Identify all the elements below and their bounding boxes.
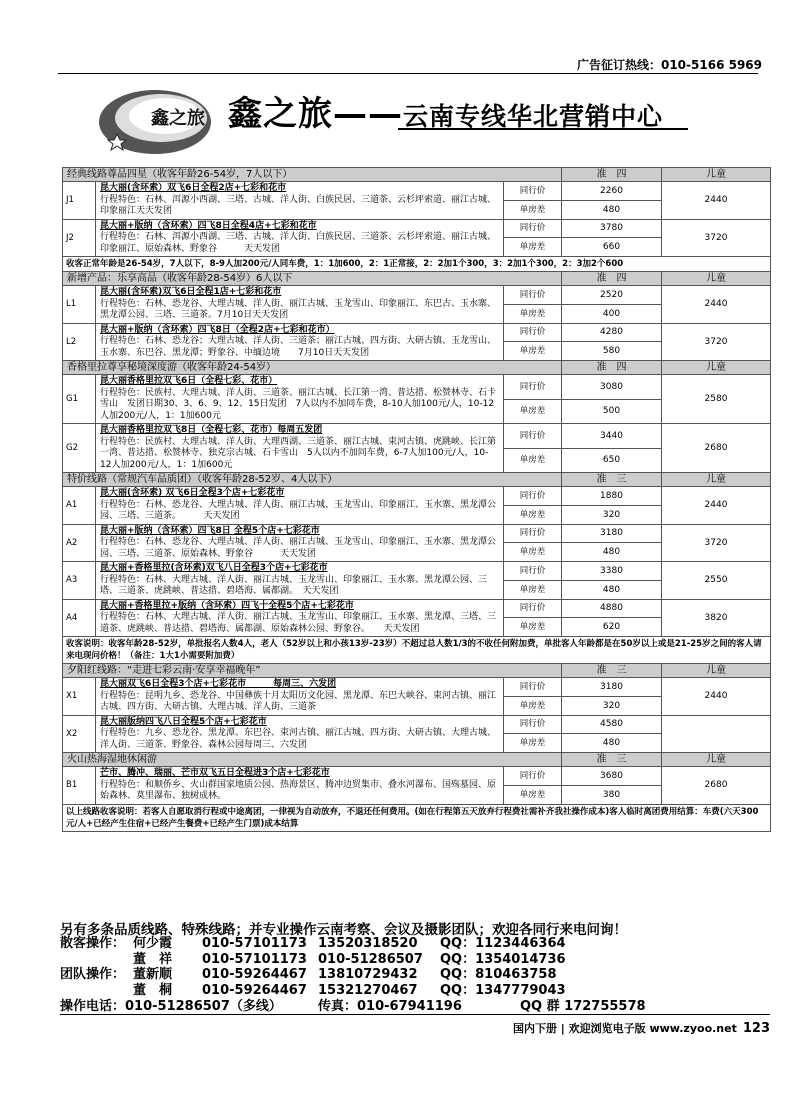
section-child-header: 儿童	[662, 168, 771, 182]
route-name: 昆大丽(含环索)双飞6日全程1店+七彩和花市	[100, 287, 282, 297]
peer-price: 4880	[562, 599, 662, 618]
contact-mobile: 010-51286507	[318, 951, 423, 967]
single-supplement-label: 单房差	[504, 448, 562, 473]
section-child-header: 儿童	[662, 664, 771, 678]
route-row	[63, 562, 771, 581]
section-standard: 准 四	[562, 361, 662, 375]
section-header	[63, 361, 771, 375]
section-title: 特价线路（常规汽车品质团）（收客年龄28-52岁、4人以下）	[63, 473, 562, 487]
single-supplement-label: 单房差	[504, 342, 562, 361]
route-description	[96, 286, 504, 324]
route-code: B1	[63, 767, 96, 805]
page-number: 123	[742, 1021, 770, 1036]
route-description	[96, 767, 504, 805]
single-supplement: 580	[562, 342, 662, 361]
peer-price-label: 同行价	[504, 767, 562, 786]
route-code: A3	[63, 562, 96, 600]
route-row	[63, 323, 771, 342]
route-name: 昆大丽版纳四飞八日全程5个店+七彩花市	[100, 716, 267, 727]
section-header	[63, 272, 771, 286]
route-features: 行程特色：石林、洱源小西湖、三塔、古城、洋人街、白族民居、三道茶、云杉坪索道、丽江古城、印象丽江天天发团	[100, 194, 497, 216]
ad-hotline: 广告征订热线：010-5166 5969	[576, 58, 762, 72]
brand-name: 鑫之旅	[228, 94, 333, 134]
route-code: G1	[63, 375, 96, 424]
route-description	[96, 424, 504, 473]
contact-phone: 010-57101173	[202, 951, 307, 967]
route-description	[96, 375, 504, 424]
section-child-header: 儿童	[662, 272, 771, 286]
publication-info: 国内下册 | 欢迎浏览电子版 www.zyoo.net	[512, 1022, 737, 1035]
peer-price-label: 同行价	[504, 599, 562, 618]
section-note-row	[63, 804, 771, 831]
route-row	[63, 219, 771, 238]
route-features: 行程特色：和顺侨乡、火山群国家地质公园、热海景区、腾冲边贸集市、叠水河瀑布、国殇墓园、原始森林、莫里瀑布、独树成林。	[100, 779, 497, 801]
footer-headline: 另有多条品质线路、特殊线路；并专业操作云南考察、会议及摄影团队；欢迎各同行来电问询！	[60, 922, 627, 938]
contact-role: 团队操作：	[60, 967, 126, 982]
section-note: 收客说明：收客年龄28-52岁，单批报名人数4人，老人（52岁以上和小孩13岁-23岁）不超过总人数1/3的不收任何附加费，单批客人年龄都是在50岁以上或是21-25岁之间的客人请来电现问价格！（备注：1大1小需要附加费）	[63, 637, 771, 664]
route-features: 行程特色：九乡、恐龙谷、黑龙潭、东巴谷、束河古镇、丽江古城、四方街、大研古镇、大理古城、洋人街、三道茶、野象谷、森林公园每周三、六发团	[100, 728, 497, 750]
route-name: 昆大丽双飞6日全程3个店+七彩花市 每周三、六发团	[100, 679, 337, 689]
route-code: A4	[63, 599, 96, 637]
contact-name: 何少霞	[133, 936, 173, 951]
section-title: 经典线路尊品四星（收客年龄26-54岁，7人以下）	[63, 168, 562, 182]
single-supplement-label: 单房差	[504, 200, 562, 219]
brand-logo	[95, 80, 215, 160]
single-supplement-label: 单房差	[504, 785, 562, 804]
route-name: 昆大丽香格里拉双飞6日（全程七彩、花市）	[100, 376, 278, 386]
route-name: 昆大丽(含环索）双飞6日全程2店+七彩和花市	[100, 183, 287, 193]
route-features: 行程特色：石林、恐龙谷；大理古城、洋人街、三道茶；丽江古城、四方街、大研古镇、玉龙雪山、玉水寨、东巴谷、黑龙潭；野象谷、中缅边境 7月10日天天发团	[100, 336, 497, 358]
route-code: A2	[63, 524, 96, 562]
route-name: 昆大丽+香格里拉(含环索)双飞八日全程3个店+七彩花市	[100, 563, 328, 573]
title-subtitle: 云南专线华北营销中心	[403, 102, 664, 131]
title-dash: ——	[333, 94, 403, 134]
route-price-table	[62, 167, 771, 832]
contact-qq: QQ：1347779043	[440, 982, 566, 998]
single-supplement: 320	[562, 505, 662, 524]
footer-rule	[60, 1014, 770, 1015]
contact-qq: QQ：810463758	[440, 967, 557, 982]
route-description	[96, 182, 504, 220]
single-supplement-label: 单房差	[504, 543, 562, 562]
route-code: X2	[63, 715, 96, 753]
single-supplement-label: 单房差	[504, 618, 562, 637]
route-description	[96, 323, 504, 361]
contact-phone: 010-59264467	[202, 967, 307, 982]
peer-price: 1880	[562, 487, 662, 506]
section-standard: 准 三	[562, 753, 662, 767]
section-header	[63, 168, 771, 182]
route-features: 行程特色：石林、洱源小西湖、三塔、古城、洋人街、白族民居、三道茶、云杉坪索道、丽江古城、印象丽江、原始森林、野象谷 天天发团	[100, 232, 497, 254]
route-name: 昆大丽+版纳（含环索）四飞8日（全程2店+七彩和花市）	[100, 324, 335, 335]
peer-price-label: 同行价	[504, 562, 562, 581]
section-note: 收客正常年龄是26-54岁，7人以下，8-9人加200元/人同车费，1：1加600，2：1正常接，2：2加1个300，3：2加1个300，2：3加2个600	[63, 257, 771, 272]
route-code: L1	[63, 286, 96, 324]
peer-price: 3180	[562, 524, 662, 543]
contact-mobile: 13810729432	[318, 967, 418, 982]
peer-price-label: 同行价	[504, 323, 562, 342]
route-description	[96, 487, 504, 525]
route-row	[63, 375, 771, 400]
contact-qq: QQ：1123446364	[440, 936, 566, 951]
route-name: 昆大丽+版纳（含环索）四飞8日全程4店+七彩和花市	[100, 220, 317, 231]
route-features: 行程特色：石林、大理古城、洋人街、丽江古城、玉龙雪山、印象丽江、玉水寨、黑龙潭、三塔、三道茶、虎跳峡、普达措、碧塔海、属都湖、原始森林公园、野象谷。 天天发团	[100, 612, 497, 634]
peer-price: 4580	[562, 715, 662, 734]
route-features: 行程特色：石林、恐龙谷、大理古城、洋人街、丽江古城、玉龙雪山、印象丽江、玉水寨、黑龙潭公园、三塔、三道茶。 天天发团	[100, 499, 497, 521]
contact-phone: 010-57101173	[202, 936, 307, 951]
child-price: 3720	[662, 524, 771, 562]
section-note: 以上线路收客说明：若客人自愿取消行程或中途离团，一律视为自动放弃，不退还任何费用。(如在行程第五天放弃行程费社需补齐我社操作成本)客人临时离团费用结算：车费(六天300元/人+已经产生住宿+已经产生餐费+已经产生门票)成本结算	[63, 804, 771, 831]
single-supplement: 480	[562, 200, 662, 219]
route-row	[63, 424, 771, 449]
route-name: 昆大丽(含环索) 双飞6日全程3个店+七彩花市	[100, 488, 285, 498]
route-row	[63, 182, 771, 201]
child-price: 2440	[662, 286, 771, 324]
single-supplement-label: 单房差	[504, 304, 562, 323]
section-title: 夕阳红线路：“走进七彩云南·安享幸福晚年”	[63, 664, 562, 678]
peer-price: 3080	[562, 375, 662, 400]
peer-price-label: 同行价	[504, 286, 562, 305]
route-description	[96, 678, 504, 716]
route-row	[63, 715, 771, 734]
route-description	[96, 219, 504, 257]
page-info	[513, 1020, 770, 1036]
route-features: 行程特色：石林、大理古城、洋人街、丽江古城、玉龙雪山、印象丽江、玉水寨、黑龙潭公园、三塔、三道茶、虎跳峡、普达措、碧塔海、属都湖。 天天发团	[100, 574, 488, 596]
peer-price-label: 同行价	[504, 182, 562, 201]
route-row	[63, 286, 771, 305]
child-price: 3720	[662, 219, 771, 257]
child-price: 2440	[662, 182, 771, 220]
route-code: A1	[63, 487, 96, 525]
route-code: X1	[63, 678, 96, 716]
route-name: 昆大丽+香格里拉+版纳（含环索）四飞十全程5个店+七彩花市	[100, 600, 354, 611]
peer-price: 3680	[562, 767, 662, 786]
section-header	[63, 753, 771, 767]
single-supplement: 400	[562, 304, 662, 323]
peer-price-label: 同行价	[504, 524, 562, 543]
child-price: 2580	[662, 375, 771, 424]
contact-name: 董新顺	[133, 967, 173, 982]
single-supplement-label: 单房差	[504, 238, 562, 257]
peer-price-label: 同行价	[504, 487, 562, 506]
route-description	[96, 599, 504, 637]
section-title: 火山热海湿地休闲游	[63, 753, 562, 767]
contact-name: 董 祥	[133, 951, 173, 967]
route-code: G2	[63, 424, 96, 473]
single-supplement: 320	[562, 696, 662, 715]
route-features: 行程特色：石林、恐龙谷、大理古城、洋人街、丽江古城、玉龙雪山、印象丽江、东巴古、玉水寨、黑龙潭公园、三塔、三道茶。7月10日天天发团	[100, 298, 497, 320]
contact-name: 董 桐	[133, 982, 173, 998]
contact-phone: 010-59264467	[202, 982, 307, 998]
peer-price: 3380	[562, 562, 662, 581]
peer-price-label: 同行价	[504, 375, 562, 400]
section-standard: 准 三	[562, 473, 662, 487]
section-note-row	[63, 637, 771, 664]
child-price	[662, 715, 771, 753]
section-child-header: 儿童	[662, 361, 771, 375]
route-code: L2	[63, 323, 96, 361]
section-child-header: 儿童	[662, 753, 771, 767]
single-supplement-label: 单房差	[504, 580, 562, 599]
single-supplement: 660	[562, 238, 662, 257]
contact-role: 散客操作：	[60, 936, 126, 951]
ops-phone: 操作电话：010-51286507（多线）	[60, 999, 282, 1014]
peer-price: 3780	[562, 219, 662, 238]
child-price: 2440	[662, 487, 771, 525]
single-supplement: 480	[562, 734, 662, 753]
peer-price-label: 同行价	[504, 715, 562, 734]
route-row	[63, 767, 771, 786]
single-supplement-label: 单房差	[504, 505, 562, 524]
route-name: 芒市、腾冲、瑞丽、芒市双飞五日全程进3个店+七彩花市	[100, 768, 330, 778]
single-supplement: 620	[562, 618, 662, 637]
child-price: 2680	[662, 767, 771, 805]
peer-price: 4280	[562, 323, 662, 342]
route-features: 行程特色：民族村、大理古城、洋人街、三道茶、丽江古城、长江第一湾、普达措、松赞林寺、石卡雪山 发团日期30、3、6、9、12、15日发团 7人以内不加同车费，8-10人加100元/人，10-12人加200元/人，1：1加600元	[100, 387, 497, 421]
route-name: 昆大丽+版纳（含环索）四飞8日 全程5个店+七彩花市	[100, 525, 320, 536]
contact-mobile: 15321270467	[318, 982, 418, 998]
title-underline	[398, 128, 688, 130]
route-row	[63, 599, 771, 618]
peer-price-label: 同行价	[504, 219, 562, 238]
contact-mobile: 13520318520	[318, 936, 418, 951]
section-standard: 准 三	[562, 664, 662, 678]
single-supplement: 480	[562, 543, 662, 562]
peer-price: 2520	[562, 286, 662, 305]
section-title: 新增产品：乐享高品（收客年龄28-54岁）6人以下	[63, 272, 562, 286]
route-row	[63, 678, 771, 697]
route-row	[63, 524, 771, 543]
child-price: 2680	[662, 424, 771, 473]
single-supplement-label: 单房差	[504, 696, 562, 715]
single-supplement: 380	[562, 785, 662, 804]
section-header	[63, 473, 771, 487]
section-child-header: 儿童	[662, 473, 771, 487]
section-header	[63, 664, 771, 678]
route-code: J2	[63, 219, 96, 257]
top-rule	[58, 73, 758, 74]
section-standard: 准 四	[562, 168, 662, 182]
child-price: 3720	[662, 323, 771, 361]
route-features: 行程特色：民族村、大理古城、洋人街、大理西湖、三道茶、丽江古城、束河古镇、虎跳峡、长江第一湾、普达措、松赞林寺、独克宗古城、石卡雪山 5人以内不加同车费，6-7人加100元/人，10-12人加200元/人，1：1加600元	[100, 436, 497, 470]
section-title: 香格里拉尊享秘境深度游（收客年龄24-54岁）	[63, 361, 562, 375]
route-code: J1	[63, 182, 96, 220]
peer-price: 2260	[562, 182, 662, 201]
single-supplement-label: 单房差	[504, 399, 562, 424]
route-description	[96, 562, 504, 600]
child-price: 2440	[662, 678, 771, 716]
contact-qq: QQ：1354014736	[440, 951, 566, 967]
section-note-row	[63, 257, 771, 272]
logo-text: 鑫之旅	[151, 108, 205, 129]
single-supplement: 480	[562, 580, 662, 599]
peer-price-label: 同行价	[504, 424, 562, 449]
route-description	[96, 715, 504, 753]
fax-number: 传真：010-67941196	[318, 999, 462, 1014]
peer-price-label: 同行价	[504, 678, 562, 697]
section-standard: 准 四	[562, 272, 662, 286]
single-supplement: 500	[562, 399, 662, 424]
route-features: 行程特色：昆明九乡、恐龙谷、中国彝族十月太阳历文化园、黑龙潭、东巴大峡谷、束河古镇、丽江古城、四方街、大研古镇、大理古城、洋人街、三道茶	[100, 690, 497, 712]
route-description	[96, 524, 504, 562]
single-supplement-label: 单房差	[504, 734, 562, 753]
qq-group: QQ 群 172755578	[520, 999, 646, 1014]
child-price: 2550	[662, 562, 771, 600]
peer-price: 3180	[562, 678, 662, 697]
child-price: 3820	[662, 599, 771, 637]
single-supplement: 650	[562, 448, 662, 473]
route-row	[63, 487, 771, 506]
peer-price: 3440	[562, 424, 662, 449]
route-features: 行程特色：石林、恐龙谷、大理古城、洋人街、丽江古城、玉龙雪山、印象丽江、玉水寨、黑龙潭公园、三塔、三道茶、原始森林、野象谷 天天发团	[100, 537, 497, 559]
route-name: 昆大丽香格里拉双飞8日（全程七彩、花市）每周五发团	[100, 425, 323, 435]
